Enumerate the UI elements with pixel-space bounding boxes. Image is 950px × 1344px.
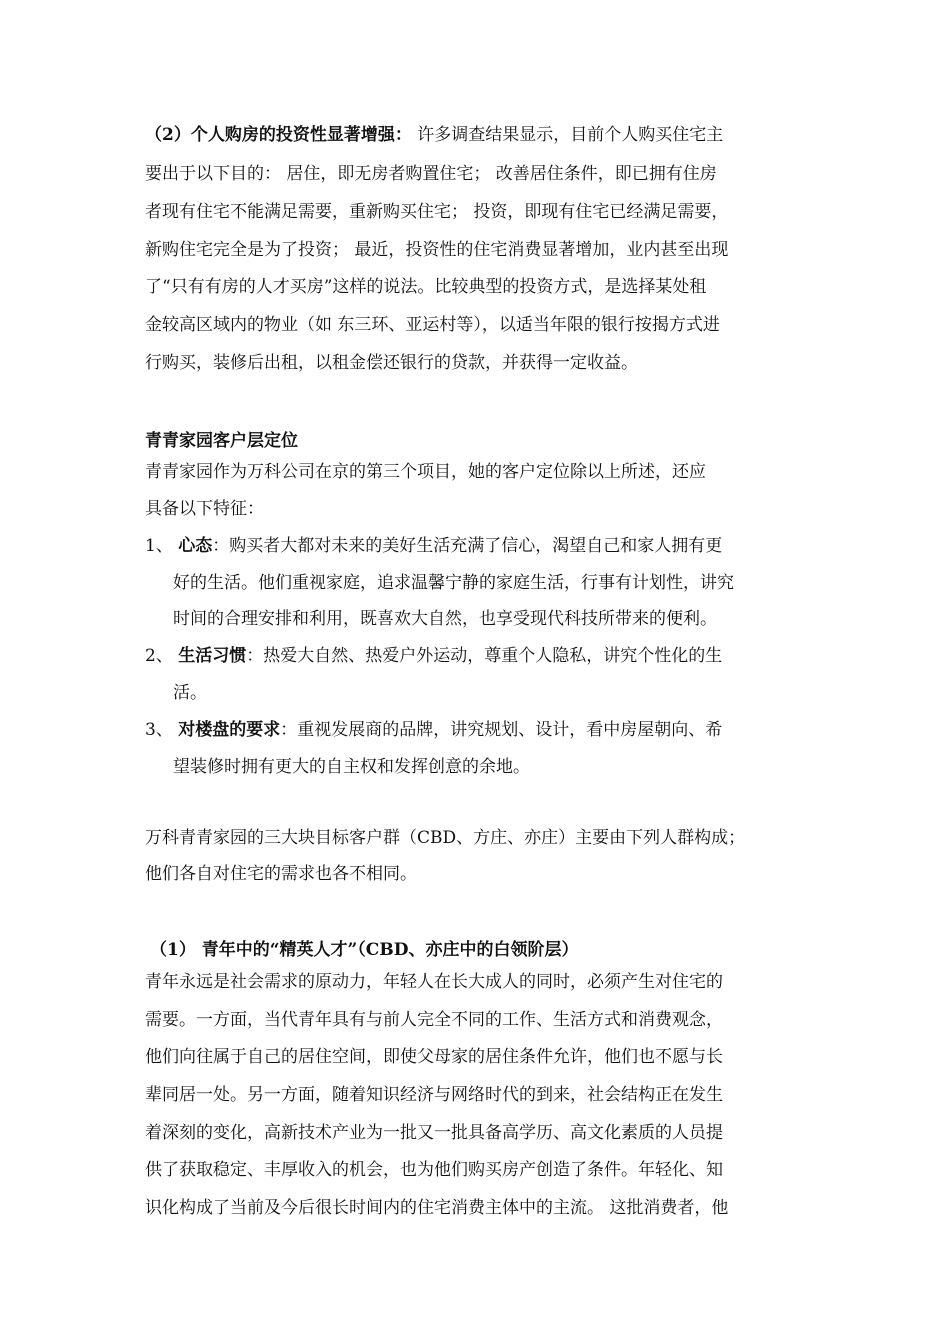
paragraph-line: 识化构成了当前及今后很长时间内的住宅消费主体中的主流。 这批消费者，他 <box>145 1198 729 1218</box>
paragraph-line: 着深刻的变化，高新技术产业为一批又一批具备高学历、高文化素质的人员提 <box>145 1123 723 1143</box>
list-number: 1、 <box>145 536 173 556</box>
bold-lead: （2）个人购房的投资性显著增强： <box>145 125 412 145</box>
paragraph-line: 具备以下特征： <box>145 499 264 519</box>
section-heading: 青青家园客户层定位 <box>145 431 298 451</box>
paragraph-line: 金较高区域内的物业（如 东三环、亚运村等），以适当年限的银行按揭方式进 <box>145 315 720 335</box>
subsection-heading: （1） 青年中的“精英人才”（CBD、亦庄中的白领阶层） <box>150 940 579 960</box>
list-item: 2、 生活习惯：热爱大自然、热爱户外运动，尊重个人隐私，讲究个性化的生 <box>145 646 723 666</box>
paragraph-line: （2）个人购房的投资性显著增强： 许多调查结果显示，目前个人购买住宅主 <box>145 125 724 145</box>
paragraph-line: 需要。一方面，当代青年具有与前人完全不同的工作、生活方式和消费观念， <box>145 1010 723 1030</box>
paragraph-line: 辈同居一处。另一方面，随着知识经济与网络时代的到来，社会结构正在发生 <box>145 1085 723 1105</box>
list-item-line: 时间的合理安排和利用，既喜欢大自然，也享受现代科技所带来的便利。 <box>173 609 717 629</box>
list-label: 对楼盘的要求 <box>178 720 281 740</box>
paragraph-line: 者现有住宅不能满足需要，重新购买住宅； 投资，即现有住宅已经满足需要， <box>145 202 729 222</box>
paragraph-line: 青年永远是社会需求的原动力，年轻人在长大成人的同时，必须产生对住宅的 <box>145 972 723 992</box>
paragraph-line: 他们向往属于自己的居住空间，即使父母家的居住条件允许，他们也不愿与长 <box>145 1047 723 1067</box>
paragraph-line: 了“只有有房的人才买房”这样的说法。比较典型的投资方式，是选择某处租 <box>145 277 707 297</box>
list-label: 生活习惯 <box>178 646 247 666</box>
paragraph-line: 他们各自对住宅的需求也各不相同。 <box>145 864 417 884</box>
paragraph-line: 新购住宅完全是为了投资； 最近，投资性的住宅消费显著增加，业内甚至出现 <box>145 240 729 260</box>
list-number: 2、 <box>145 646 173 666</box>
list-number: 3、 <box>145 720 173 740</box>
paragraph-line: 行购买，装修后出租，以租金偿还银行的贷款，并获得一定收益。 <box>145 353 638 373</box>
list-item-line: 活。 <box>173 683 207 703</box>
list-item: 1、 心态：购买者大都对未来的美好生活充满了信心，渴望自己和家人拥有更 <box>145 536 723 556</box>
list-item: 3、 对楼盘的要求：重视发展商的品牌，讲究规划、设计，看中房屋朝向、希 <box>145 720 723 740</box>
list-item-line: 好的生活。他们重视家庭，追求温馨宁静的家庭生活，行事有计划性，讲究 <box>173 573 734 593</box>
list-label: 心态 <box>178 536 213 556</box>
paragraph-line: 万科青青家园的三大块目标客户群（CBD、方庄、亦庄）主要由下列人群构成； <box>145 828 746 848</box>
paragraph-line: 青青家园作为万科公司在京的第三个项目，她的客户定位除以上所述，还应 <box>145 462 706 482</box>
paragraph-line: 供了获取稳定、丰厚收入的机会，也为他们购买房产创造了条件。年轻化、知 <box>145 1160 723 1180</box>
paragraph-line: 要出于以下目的： 居住，即无房者购置住宅； 改善居住条件，即已拥有住房 <box>145 164 717 184</box>
list-item-line: 望装修时拥有更大的自主权和发挥创意的余地。 <box>173 757 530 777</box>
